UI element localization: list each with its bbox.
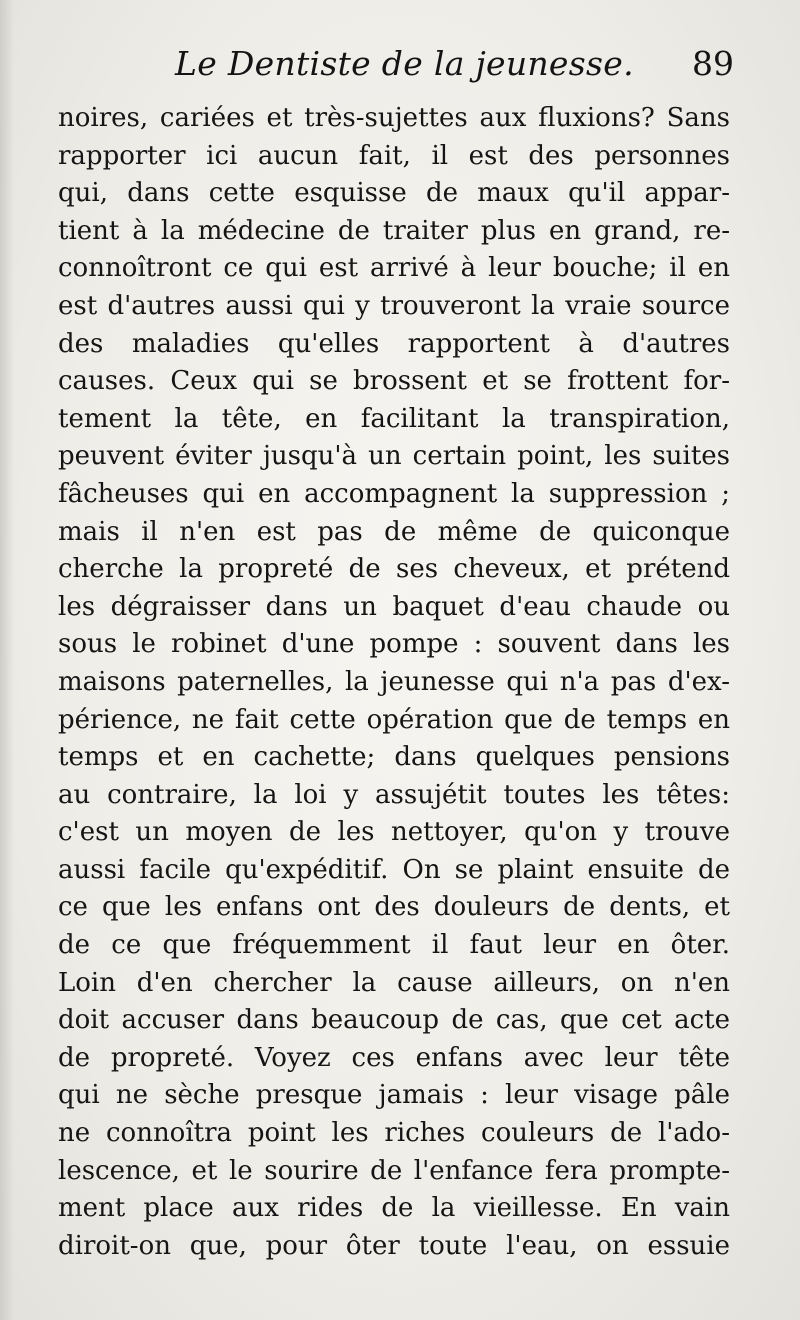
text-line: est d'autres aussi qui y trouveront la vraie source	[58, 290, 730, 321]
text-line: de ce que fréquemment il faut leur en ôter.	[58, 930, 730, 961]
text-line: doit accuser dans beaucoup de cas, que cet acte	[58, 1005, 730, 1036]
text-line: mais il n'en est pas de même de quiconque	[58, 516, 730, 547]
text-line: des maladies qu'elles rapportent à d'autres	[58, 328, 730, 359]
text-line: peuvent éviter jusqu'à un certain point, les suites	[58, 441, 730, 472]
text-line: qui ne sèche presque jamais : leur visage pâle	[58, 1080, 730, 1111]
text-line: diroit-on que, pour ôter toute l'eau, on essuie	[58, 1230, 730, 1261]
text-line: périence, ne fait cette opération que de temps en	[58, 704, 730, 735]
text-line: causes. Ceux qui se brossent et se frottent for-	[58, 366, 730, 397]
text-line: Loin d'en chercher la cause ailleurs, on n'en	[58, 967, 730, 998]
text-line: ce que les enfans ont des douleurs de dents, et	[58, 892, 730, 923]
page-number: 89	[692, 44, 734, 83]
text-line: c'est un moyen de les nettoyer, qu'on y trouve	[58, 817, 730, 848]
text-line: fâcheuses qui en accompagnent la suppression ;	[58, 478, 730, 509]
text-line: ment place aux rides de la vieillesse. En vain	[58, 1193, 730, 1224]
text-line: qui, dans cette esquisse de maux qu'il appar-	[58, 178, 730, 209]
text-line: au contraire, la loi y assujétit toutes les têtes:	[58, 779, 730, 810]
text-line: cherche la propreté de ses cheveux, et prétend	[58, 554, 730, 585]
text-line: de propreté. Voyez ces enfans avec leur tête	[58, 1042, 730, 1073]
running-title: Le Dentiste de la jeunesse.	[175, 44, 634, 83]
page-gutter-shadow	[0, 0, 14, 1320]
text-line: les dégraisser dans un baquet d'eau chaude ou	[58, 591, 730, 622]
text-line: sous le robinet d'une pompe : souvent dans les	[58, 629, 730, 660]
text-line: aussi facile qu'expéditif. On se plaint ensuite de	[58, 854, 730, 885]
text-line: connoîtront ce qui est arrivé à leur bouche; il en	[58, 253, 730, 284]
body-text	[58, 100, 730, 1265]
text-line: ne connoîtra point les riches couleurs de l'ado-	[58, 1118, 730, 1149]
text-line: tement la tête, en facilitant la transpiration,	[58, 403, 730, 434]
page-header	[55, 44, 740, 94]
text-line: tient à la médecine de traiter plus en grand, re-	[58, 215, 730, 246]
text-line: noires, cariées et très-sujettes aux fluxions? Sans	[58, 103, 730, 133]
text-line: lescence, et le sourire de l'enfance fera prompte-	[58, 1155, 730, 1186]
text-line: rapporter ici aucun fait, il est des personnes	[58, 140, 730, 171]
text-line: maisons paternelles, la jeunesse qui n'a pas d'ex-	[58, 666, 730, 697]
text-line: temps et en cachette; dans quelques pensions	[58, 742, 730, 773]
